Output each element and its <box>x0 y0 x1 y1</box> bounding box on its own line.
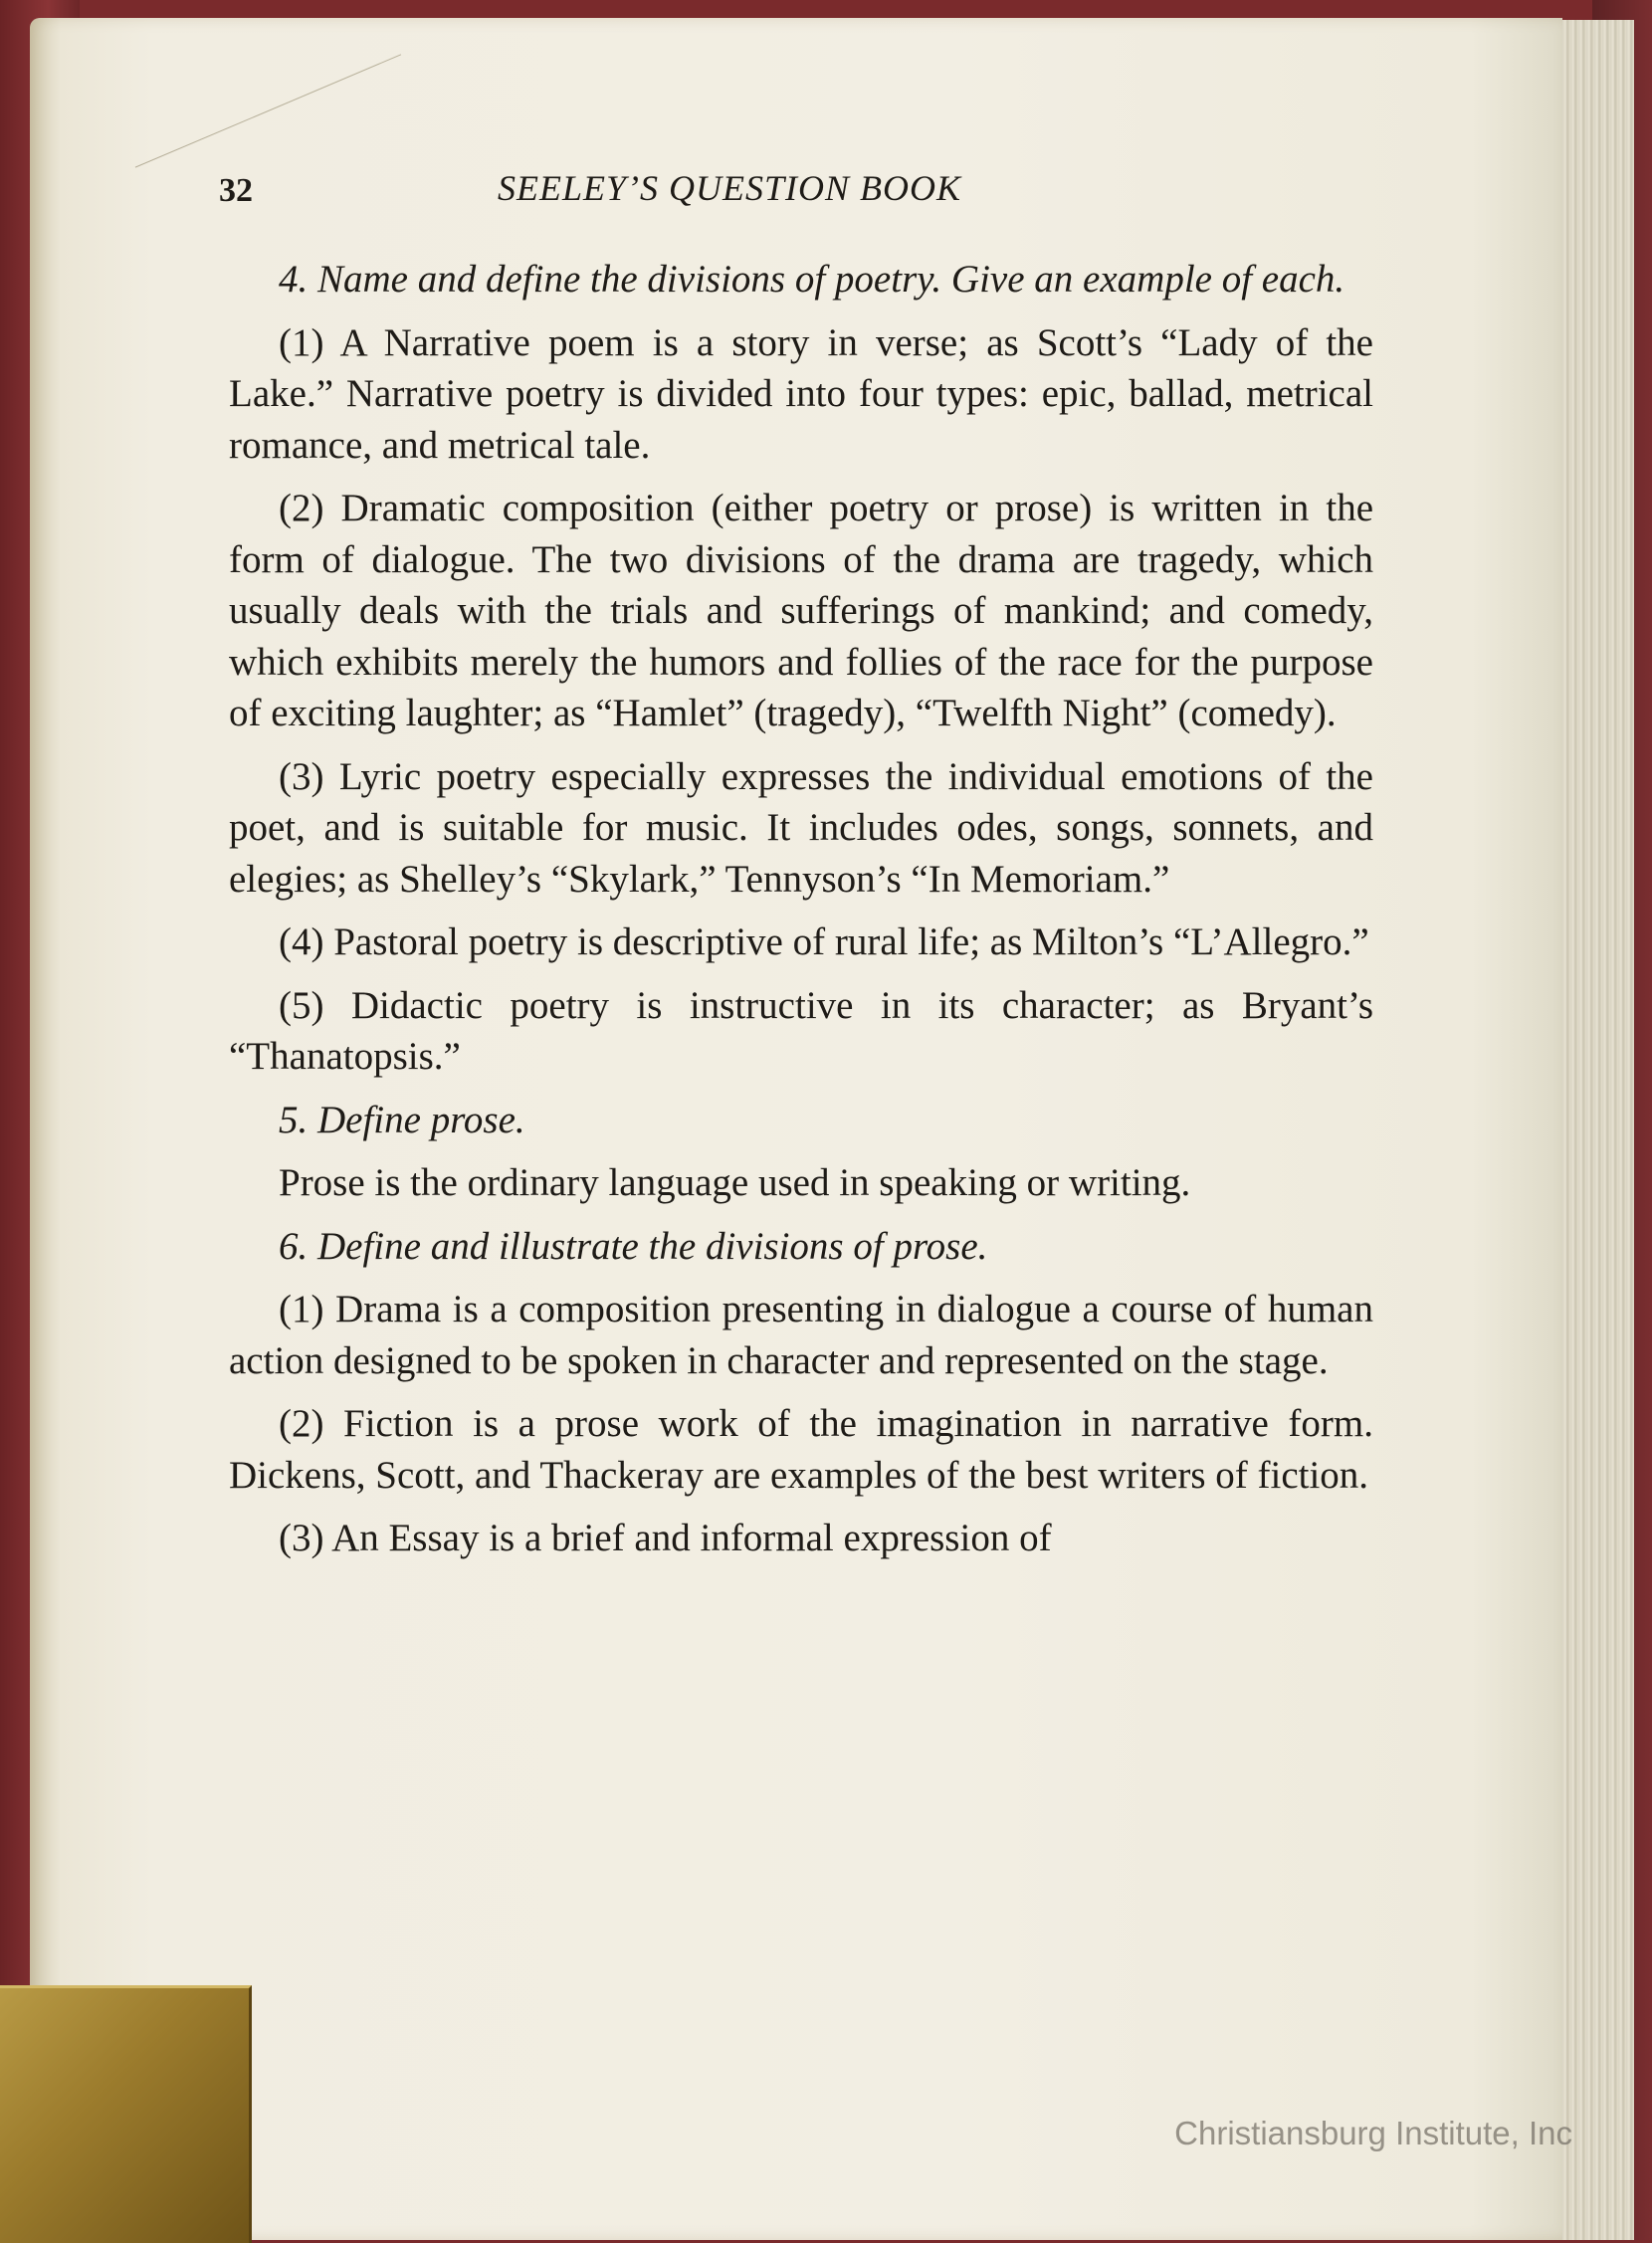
question-6: 6. Define and illustrate the divisions of prose. <box>279 1224 988 1268</box>
answer-6-2-fiction: (2) Fiction is a prose work of the imagination in narrative form. Dickens, Scott, and Thackeray are examples of the best writers of fiction. <box>229 1402 1373 1497</box>
answer-5-prose: Prose is the ordinary language used in speaking or writing. <box>279 1161 1191 1204</box>
answer-6-3-essay: (3) An Essay is a brief and informal expression of <box>279 1517 1052 1559</box>
answer-4-1-narrative: (1) A Narrative poem is a story in verse; as Scott’s “Lady of the Lake.” Narrative poetry is divided into four types: epic, ballad, metrical romance, and metrical tale. <box>229 320 1373 467</box>
watermark: Christiansburg Institute, Inc <box>1174 2115 1572 2151</box>
answer-4-4-pastoral: (4) Pastoral poetry is descriptive of rural life; as Milton’s “L’Allegro.” <box>279 920 1369 963</box>
answer-4-3-lyric: (3) Lyric poetry especially expresses the individual emotions of the poet, and is suitable for music. It includes odes, songs, sonnets, and elegies; as Shelley’s “Skylark,” Tennyson’s “In Memoriam.” <box>229 754 1373 901</box>
answer-4-5-didactic: (5) Didactic poetry is instructive in its character; as Bryant’s “Thanatopsis.” <box>229 983 1373 1078</box>
page-header <box>219 164 1373 224</box>
answer-6-1-drama: (1) Drama is a composition presenting in dialogue a course of human action designed to be spoken in character and represented on the stage. <box>229 1288 1373 1382</box>
question-5: 5. Define prose. <box>279 1098 525 1141</box>
gold-bookmark <box>0 1985 252 2243</box>
answer-4-2-dramatic: (2) Dramatic composition (either poetry or prose) is written in the form of dialogue. The two divisions of the drama are tragedy, which usually deals with the trials and sufferings of mankind; and comedy, which exhibits merely the humors and follies of the race for the purpose of exciting laughter; as “Hamlet” (tragedy), “Twelfth Night” (comedy). <box>229 487 1373 734</box>
running-head: SEELEY’S QUESTION BOOK <box>498 168 962 208</box>
page-content <box>219 164 1373 1576</box>
question-4: 4. Name and define the divisions of poetry. Give an example of each. <box>279 258 1345 301</box>
folded-corner-crease <box>135 54 401 167</box>
page-number: 32 <box>219 172 253 209</box>
page-edges <box>1552 20 1634 2240</box>
